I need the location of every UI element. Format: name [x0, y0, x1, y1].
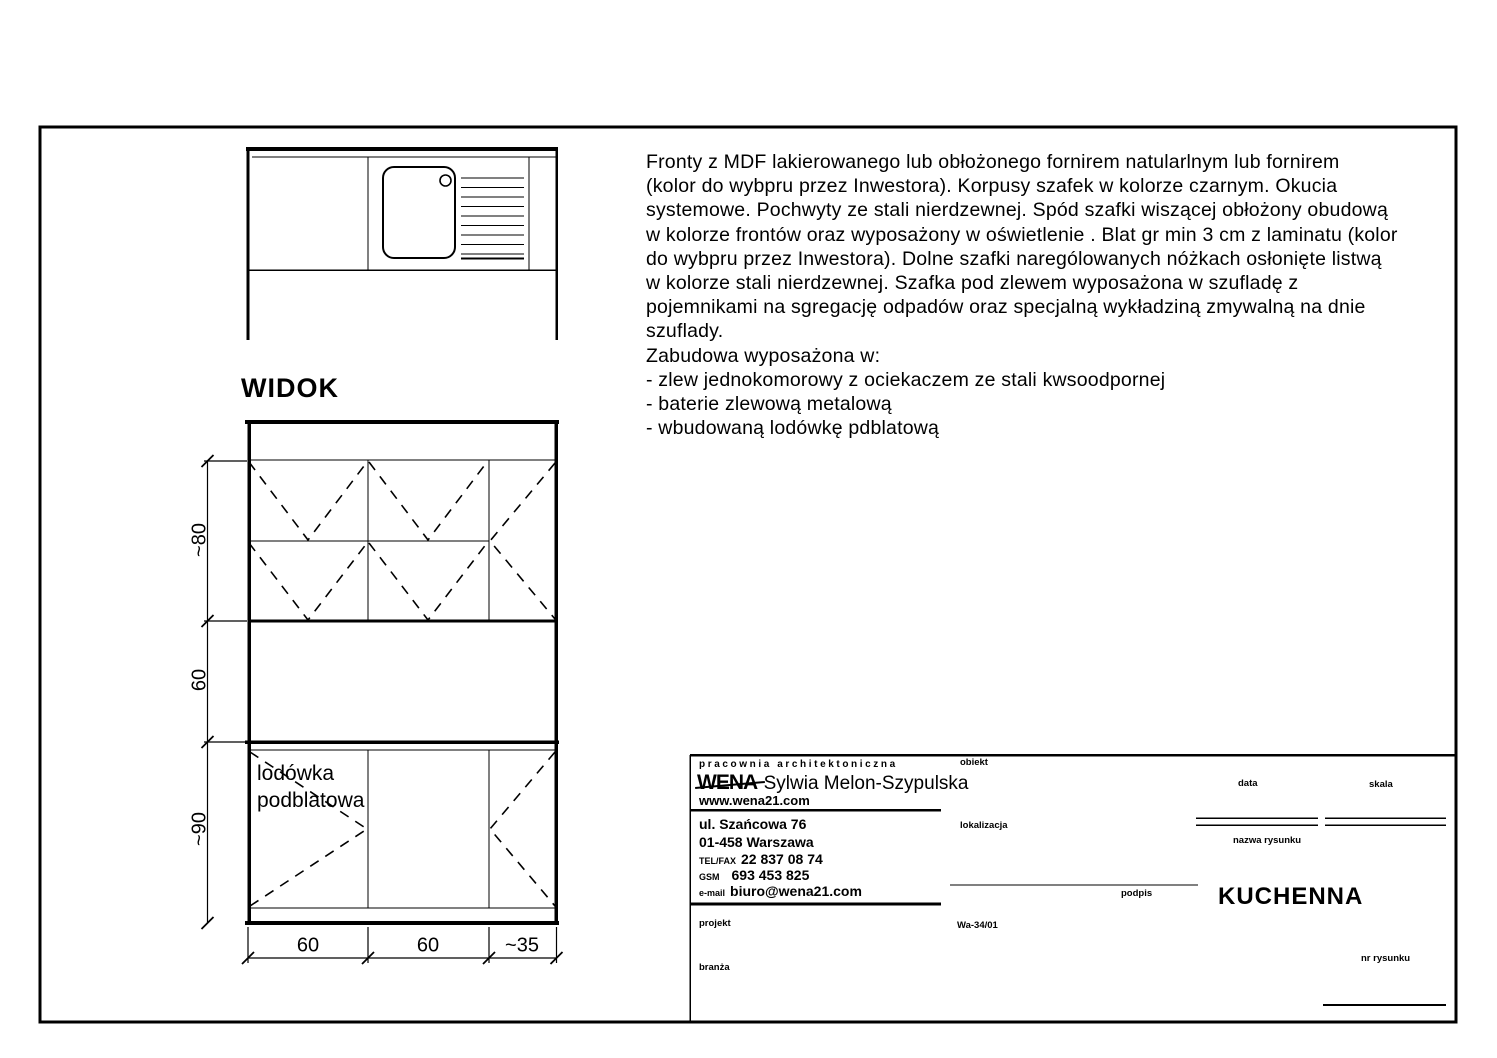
drawing-title: KUCHENNA — [1218, 883, 1364, 910]
address-street: ul. Szańcowa 76 — [699, 816, 807, 832]
dim-label-width-2: 60 — [416, 934, 440, 957]
view-title: WIDOK — [241, 373, 339, 403]
note-line: - zlew jednokomorowy z ociekaczem ze stali kwsoodpornej — [646, 368, 1166, 391]
note-line: w kolorze stali nierdzewnej. Szafka pod zlewem wyposażona w szufladę z — [646, 272, 1299, 295]
note-line: Fronty z MDF lakierowanego lub obłożonego fornirem natularlnym lub fornirem — [646, 151, 1340, 173]
studio-name-row — [697, 771, 968, 795]
podpis-label: podpis — [1121, 888, 1153, 899]
address-city: 01-458 Warszawa — [699, 834, 814, 850]
sink-drainer-lines — [461, 178, 524, 259]
dim-label-height-base: ~90 — [188, 812, 211, 846]
sink-basin — [383, 167, 455, 258]
dim-label-height-upper: ~80 — [188, 523, 211, 557]
nazwa-rysunku-label: nazwa rysunku — [1233, 835, 1302, 846]
dim-label-width-1: 60 — [296, 934, 320, 957]
gsm-label: GSM — [699, 872, 720, 882]
specification-notes — [646, 150, 1398, 440]
lokalizacja-label: lokalizacja — [960, 820, 1008, 831]
door-swing-base-right — [490, 752, 555, 906]
nr-rysunku-label: nr rysunku — [1361, 953, 1411, 964]
door-swing-upper-mid-top — [369, 462, 487, 540]
dim-label-height-middle: 60 — [188, 668, 211, 692]
sink-drain-hole — [440, 175, 451, 186]
note-line: - wbudowaną lodówkę pdblatową — [646, 417, 940, 440]
studio-website: www.wena21.com — [699, 793, 810, 808]
door-swing-upper-left-top — [249, 462, 367, 540]
email-row — [699, 883, 862, 901]
data-label: data — [1238, 778, 1258, 789]
telfax-label: TEL/FAX — [699, 856, 737, 866]
fridge-annotation-line2: podblatowa — [257, 789, 365, 812]
door-swing-symbols — [249, 462, 555, 906]
branza-label: branża — [699, 962, 730, 973]
wena-logo: WENA — [697, 771, 758, 794]
studio-type-label: pracownia architektoniczna — [699, 759, 898, 770]
elevation-drawing — [245, 422, 559, 923]
door-swing-upper-mid-bottom — [369, 543, 487, 620]
email-value: biuro@wena21.com — [730, 883, 862, 899]
plan-view-drawing — [246, 147, 558, 340]
door-swing-upper-left-bottom — [249, 543, 367, 620]
note-line: (kolor do wybpru przez Inwestora). Korpusy szafek w kolorze czarnym. Okucia — [646, 175, 1338, 198]
note-line: - baterie zlewową metalową — [646, 393, 892, 416]
dim-label-width-3: ~35 — [505, 934, 539, 957]
project-number: Wa-34/01 — [957, 920, 998, 931]
skala-label: skala — [1369, 779, 1393, 790]
gsm-value: 693 453 825 — [731, 867, 810, 883]
fridge-annotation — [257, 760, 364, 814]
studio-owner-name: Sylwia Melon-Szypulska — [763, 773, 969, 794]
note-line: systemowe. Pochwyty ze stali nierdzewnej. Spód szafki wiszącej obłożony obudową — [646, 199, 1388, 222]
telfax-value: 22 837 08 74 — [741, 851, 823, 867]
projekt-label: projekt — [699, 918, 731, 929]
obiekt-label: obiekt — [960, 757, 988, 768]
note-line: do wybpru przez Inwestora). Dolne szafki narególowanych nóżkach osłonięte listwą — [646, 247, 1382, 270]
note-line: szuflady. — [646, 320, 724, 343]
email-label: e-mail — [699, 888, 726, 898]
dimension-lines — [202, 455, 563, 964]
note-line: w kolorze frontów oraz wyposażony w oświetlenie . Blat gr min 3 cm z laminatu (kolor — [646, 223, 1398, 246]
fridge-annotation-line1: lodówka — [257, 762, 335, 785]
door-swing-upper-right — [490, 463, 555, 619]
note-line: pojemnikami na sgregację odpadów oraz specjalną wykładziną zmywalną na dnie — [646, 296, 1366, 319]
note-line: Zabudowa wyposażona w: — [646, 344, 881, 367]
